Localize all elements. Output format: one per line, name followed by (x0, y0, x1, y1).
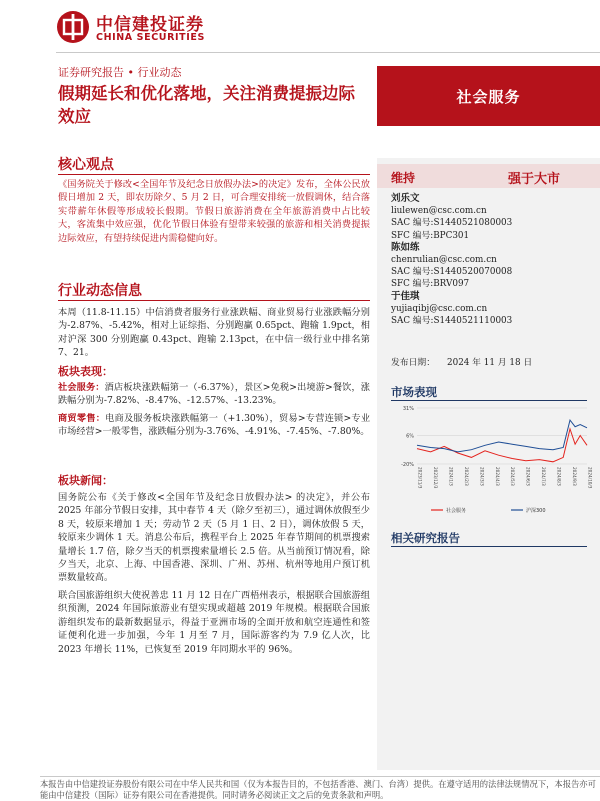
analyst-list (391, 193, 591, 327)
analyst-email[interactable]: yujiaqibj@csc.com.cn (391, 303, 488, 314)
x-tick-label: 2024/8/3 (556, 467, 562, 486)
report-category: 证券研究报告 • 行业动态 (58, 66, 182, 79)
chart-legend (431, 507, 546, 514)
news-paragraph-2: 联合国旅游组织大使祝善忠 11 月 12 日在广西梧州表示，根据联合国旅游组织预测，2024 年国际旅游业有望实现或超越 2019 年规模。根据联合国旅游组织发布的最新数据显示，得益于亚洲市场的全面开放和航空连通性和签证便利化进一步加强，今年 1 月至 7 月，国际游客约为 7.9 亿人次，比 2023 年增长 11%，已恢复至 2019 年同期水平的 96%。 (58, 590, 370, 655)
industry-rule (58, 300, 370, 301)
social-service-text: 酒店板块涨跌幅第一（-6.37%），景区>免税>出境游>餐饮，涨跌幅分别为-7.82%、-8.47%、-12.57%、-13.23%。 (58, 382, 370, 407)
x-tick-label: 2024/3/3 (479, 467, 485, 486)
core-view-rule (58, 174, 370, 175)
x-tick-label: 2024/1/3 (448, 467, 454, 486)
analyst-sac: SAC 编号:S1440520070008 (391, 267, 513, 278)
sector-badge: 社会服务 (377, 66, 600, 126)
x-tick-label: 2024/10/3 (587, 467, 593, 489)
analyst-email[interactable]: chenrulian@csc.com.cn (391, 255, 497, 266)
retail-paragraph (58, 412, 370, 439)
analyst-email[interactable]: liulewen@csc.com.cn (391, 206, 487, 217)
market-heading: 市场表现 (391, 385, 437, 399)
chart-y-ticks (401, 406, 414, 468)
social-service-label: 社会服务： (58, 382, 105, 393)
retail-text: 电商及服务板块涨跌幅第一（+1.30%），贸易>专营连锁>专业市场经营>一般零售，涨跌幅分别为-3.76%、-4.91%、-7.45%、-7.80%。 (58, 413, 371, 438)
logo-text-cn: 中信建投证券 (96, 15, 204, 35)
retail-label: 商贸零售： (58, 413, 106, 424)
core-view-heading: 核心观点 (58, 157, 114, 173)
x-tick-label: 2024/5/3 (510, 467, 516, 486)
legend-label: 社会服务 (446, 508, 467, 514)
industry-heading: 行业动态信息 (58, 283, 142, 299)
legend-label: 沪深300 (526, 508, 546, 514)
analyst-name: 陈如练 (391, 241, 420, 253)
social-service-paragraph (58, 381, 370, 408)
analyst-sac: SAC 编号:S1440521110003 (391, 316, 513, 327)
logo-text-en: CHINA SECURITIES (96, 32, 205, 43)
x-tick-label: 2024/9/3 (572, 467, 578, 486)
board-heading: 板块表现： (58, 365, 113, 378)
logo (56, 8, 216, 48)
analyst-name: 刘乐文 (391, 193, 420, 204)
analyst-sfc: SFC 编号:BRV097 (391, 279, 470, 290)
news-paragraph-1: 国务院公布《关于修改<全国年节及纪念日放假办法> 的决定》，并公布 2025 年部分节假日安排，其中春节 4 天（除夕至初三），通过调休放假至少 8 天，较原来增加 1 天；劳动节 2 天（5 月 1 日、2 日），调休放假 5 天，较原来少调休 1 天。消息公布后，携程平台上 2025 年春节期间的机票搜索量增长 1.7 倍，除夕当天的机票搜索量增长 2.5 倍。从当前预订情况看，除夕当天，北京、上海、中国香港、深圳、广州、苏州、杭州等地用户预订机票数量较高。 (58, 492, 370, 584)
x-tick-label: 2024/7/3 (541, 467, 547, 486)
y-tick-label: -20% (401, 462, 414, 468)
x-tick-label: 2024/2/3 (463, 467, 469, 486)
publish-date (391, 355, 532, 368)
x-tick-label: 2024/4/3 (494, 467, 500, 486)
csc-logo-icon (56, 10, 90, 44)
footer-disclaimer: 本报告由中信建投证券股份有限公司在中华人民共和国（仅为本报告目的，不包括香港、澳门、台湾）提供。在遵守适用的法律法规情况下，本报告亦可能由中信建投（国际）证券有限公司在香港提供。同时请务必阅读正文之后的免责条款和声明。 (40, 779, 596, 800)
y-tick-label: 31% (402, 406, 414, 412)
analyst-sac: SAC 编号:S1440521080003 (391, 218, 513, 229)
publish-date-value: 2024 年 11 月 18 日 (447, 358, 533, 368)
publish-date-label: 发布日期： (391, 358, 435, 368)
x-tick-label: 2023/12/3 (432, 467, 438, 489)
analyst-name: 于佳琪 (391, 290, 420, 302)
rating-value: 强于大市 (508, 172, 561, 187)
footer-divider (40, 776, 600, 777)
industry-intro: 本周（11.8-11.15）中信消费者服务行业涨跌幅、商业贸易行业涨跌幅分别为-2.87%、-5.42%，相对上证综指、分别跑赢 0.65pct、跑输 1.9pct，相对沪深 300 分别跑赢 0.43pct、跑输 2.13pct，在中信一级行业中排名第 7、21。 (58, 307, 370, 359)
x-tick-label: 2023/11/3 (417, 467, 423, 489)
core-view-text: 《国务院关于修改<全国年节及纪念日放假办法>的决定》发布，全体公民放假日增加 2 天，即农历除夕、5 月 2 日，可合理安排统一放假调休，结合落实带薪年休假等形成较长假期。节假日旅游消费在全年旅游消费中占比较大，客流集中效应强，优化节假日体验有望带来较强的旅游和相关消费提振边际效应，有望持续促进内需稳健向好。 (58, 179, 370, 244)
header-divider (56, 52, 600, 53)
analyst-entry (391, 242, 591, 291)
market-chart (391, 402, 591, 522)
rating-label: 维持 (391, 171, 416, 185)
y-tick-label: 6% (406, 433, 414, 440)
news-heading: 板块新闻： (58, 474, 113, 487)
analyst-entry (391, 193, 591, 242)
analyst-sfc: SFC 编号:BPC301 (391, 230, 470, 241)
market-rule (391, 400, 587, 401)
analyst-entry (391, 291, 591, 328)
chart-x-ticks (418, 467, 593, 489)
report-title: 假期延长和优化落地，关注消费提振边际效应 (58, 84, 355, 126)
related-rule (391, 546, 587, 547)
x-tick-label: 2024/6/3 (525, 467, 531, 486)
related-heading: 相关研究报告 (391, 531, 460, 545)
series-line-social-service (417, 429, 587, 462)
